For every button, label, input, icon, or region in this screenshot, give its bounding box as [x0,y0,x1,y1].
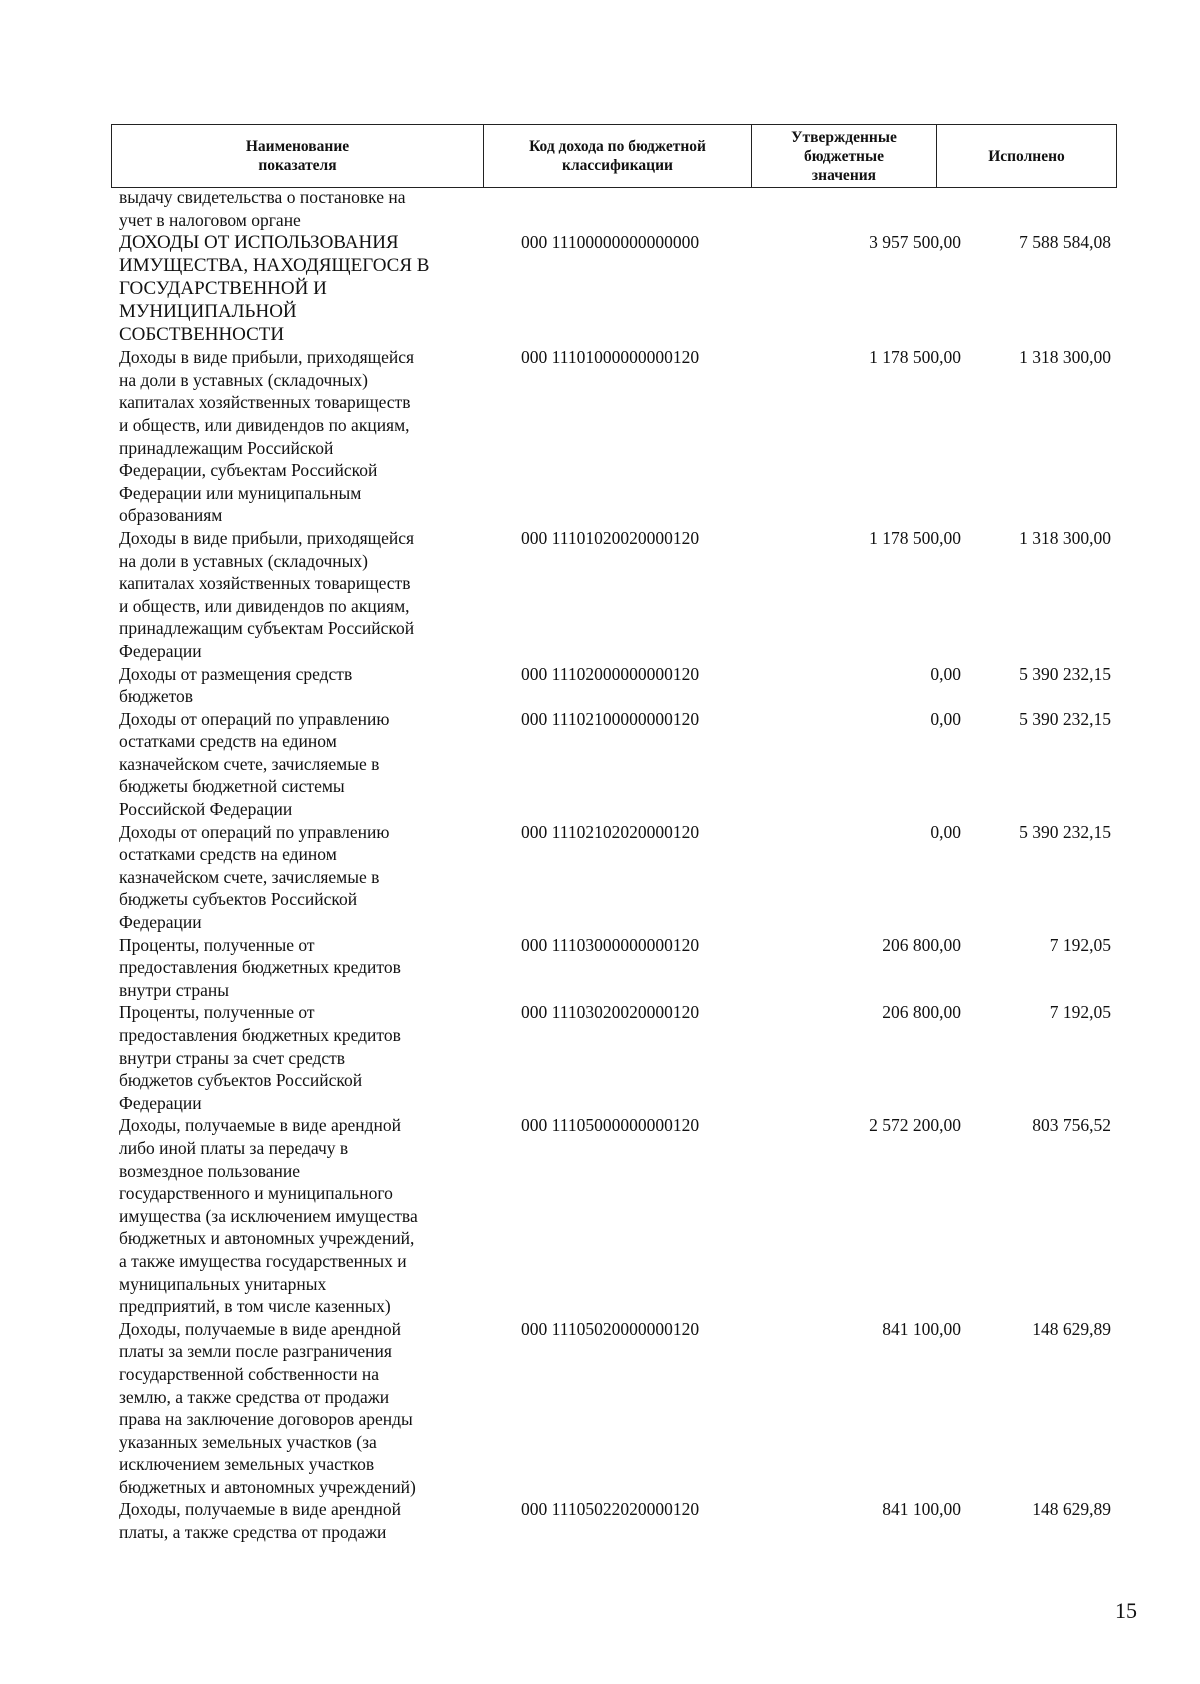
row-name: Доходы в виде прибыли, приходящейся на доли в уставных (складочных) капиталах хозяйственных товариществ и обществ, или дивидендов по акциям, принадлежащим Российской Федерации, субъектам Российской Федерации или муниципальным образованиям [119,347,415,526]
row-code: 000 11101020020000120 [521,527,700,548]
row-approved-value: 2 572 200,00 [869,1115,961,1136]
row-name: Доходы от операций по управлению остатками средств на едином казначейском счете, зачисляемые в бюджеты бюджетной системы Российской Федерации [119,708,390,820]
row-code: 000 11103020020000120 [521,1002,700,1023]
table-row [119,186,1119,231]
table-header [111,124,1117,188]
row-executed-value: 1 318 300,00 [1019,527,1111,548]
table-row [119,934,1119,1002]
row-executed-value: 7 192,05 [1049,934,1111,955]
table-row [119,663,1119,708]
row-approved-value: 206 800,00 [882,934,961,955]
row-code: 000 11103000000000120 [521,934,700,955]
row-code: 000 11102100000000120 [521,708,700,729]
row-code: 000 11105020000000120 [521,1318,700,1339]
row-name: Доходы, получаемые в виде арендной платы, а также средства от продажи [119,1499,402,1543]
header-name: Наименование показателя [112,125,484,187]
row-executed-value: 5 390 232,15 [1019,663,1111,684]
row-approved-value: 841 100,00 [882,1318,961,1339]
table-row [119,821,1119,934]
row-name: ДОХОДЫ ОТ ИСПОЛЬЗОВАНИЯ ИМУЩЕСТВА, НАХОДЯЩЕГОСЯ В ГОСУДАРСТВЕННОЙ И МУНИЦИПАЛЬНОЙ СОБСТВЕННОСТИ [119,232,430,346]
row-code: 000 11102102020000120 [521,821,700,842]
table-row [119,1318,1119,1499]
row-code [501,186,811,231]
row-approved-value: 3 957 500,00 [869,232,961,253]
table-row [119,346,1119,527]
row-name: Проценты, полученные от предоставления бюджетных кредитов внутри страны за счет средств бюджетов субъектов Российской Федерации [119,1002,401,1113]
row-executed-value: 803 756,52 [1032,1115,1111,1136]
row-name: выдачу свидетельства о постановке на учет в налоговом органе [119,187,406,230]
table-row [119,231,1119,346]
row-code: 000 11100000000000000 [521,232,700,253]
row-approved-value: 206 800,00 [882,1002,961,1023]
row-approved-value: 0,00 [930,663,961,684]
row-name: Доходы от размещения средств бюджетов [119,663,353,707]
row-code: 000 11102000000000120 [521,663,700,684]
header-executed: Исполнено [988,147,1065,165]
row-code: 000 11105022020000120 [521,1499,700,1520]
header-code: Код дохода по бюджетной классификации [484,125,752,187]
page-number: 15 [1115,1598,1137,1623]
table-row [119,1001,1119,1114]
row-name: Доходы от операций по управлению остатками средств на едином казначейском счете, зачисляемые в бюджеты субъектов Российской Федерации [119,821,390,933]
row-name: Доходы в виде прибыли, приходящейся на доли в уставных (складочных) капиталах хозяйственных товариществ и обществ, или дивидендов по акциям, принадлежащим субъектам Российской Федерации [119,527,415,661]
row-executed-value: 5 390 232,15 [1019,821,1111,842]
header-approved: Утвержденные бюджетные значения [752,125,937,187]
row-approved-value [811,186,961,231]
row-approved-value: 1 178 500,00 [869,527,961,548]
row-name: Доходы, получаемые в виде арендной платы за земли после разграничения государственной собственности на землю, а также средства от продажи права на заключение договоров аренды указанных земельных участков (за исключением земельных участков бюджетных и автономных учреждений) [119,1318,416,1497]
row-executed-value: 7 588 584,08 [1019,232,1111,253]
row-approved-value: 1 178 500,00 [869,347,961,368]
row-executed-value [961,186,1111,231]
row-approved-value: 0,00 [930,821,961,842]
table-body [119,186,1119,1544]
row-code: 000 11101000000000120 [521,347,700,368]
row-executed-value: 148 629,89 [1032,1499,1111,1520]
row-approved-value: 841 100,00 [882,1499,961,1520]
row-name: Доходы, получаемые в виде арендной либо иной платы за передачу в возмездное пользование государственного и муниципального имущества (за исключением имущества бюджетных и автономных учреждений, а также имущества государственных и муниципальных унитарных предприятий, в том числе казенных) [119,1115,418,1317]
table-row [119,1498,1119,1543]
row-executed-value: 1 318 300,00 [1019,347,1111,368]
row-executed-value: 5 390 232,15 [1019,708,1111,729]
row-executed-value: 148 629,89 [1032,1318,1111,1339]
row-code: 000 11105000000000120 [521,1115,700,1136]
table-row [119,527,1119,663]
row-name: Проценты, полученные от предоставления бюджетных кредитов внутри страны [119,934,401,1000]
row-approved-value: 0,00 [930,708,961,729]
row-executed-value: 7 192,05 [1049,1002,1111,1023]
table-row [119,1114,1119,1317]
table-row [119,708,1119,821]
